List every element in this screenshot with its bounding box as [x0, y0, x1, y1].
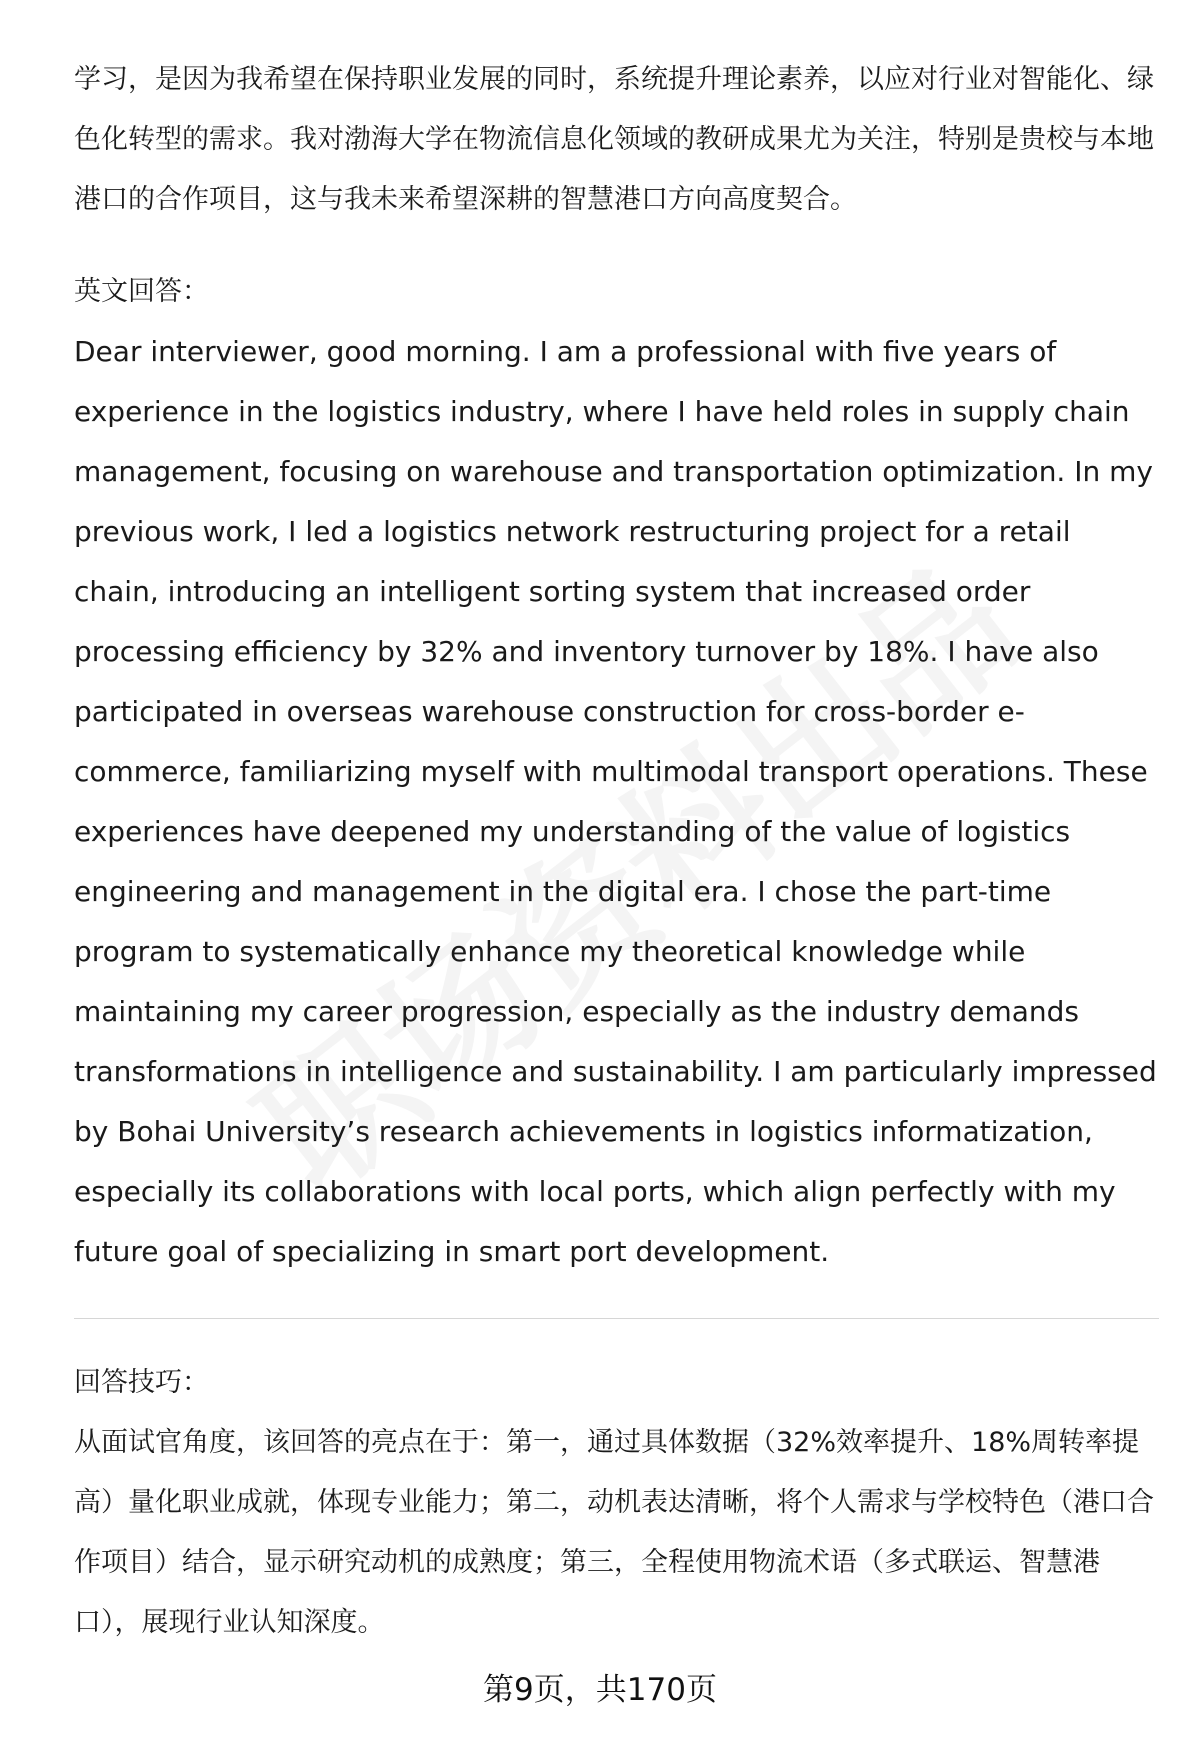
- document-page: [74, 50, 1159, 1653]
- english-answer-label: 英文回答：: [74, 276, 209, 307]
- section-divider: [74, 1318, 1159, 1319]
- tips-label: 回答技巧：: [74, 1367, 209, 1398]
- continuation-paragraph: 学习，是因为我希望在保持职业发展的同时，系统提升理论素养，以应对行业对智能化、绿色化转型的需求。我对渤海大学在物流信息化领域的教研成果尤为关注，特别是贵校与本地港口的合作项目，这与我未来希望深耕的智慧港口方向高度契合。: [74, 64, 1154, 215]
- page-number: 第9页，共170页: [483, 1672, 717, 1708]
- english-answer-text: Dear interviewer, good morning. I am a professional with five years of experience in the logistics industry, where I have held roles in supply chain management, focusing on warehouse and transportation optimization. In my previous work, I led a logistics network restructuring project for a retail chain, introducing an intelligent sorting system that increased order processing efficiency by 32% and inventory turnover by 18%. I have also participated in overseas warehouse construction for cross-border e-commerce, familiarizing myself with multimodal transport operations. These experiences have deepened my understanding of the value of logistics engineering and management in the digital era. I chose the part-time program to systematically enhance my theoretical knowledge while maintaining my career progression, especially as the industry demands transformations in intelligence and sustainability. I am particularly impressed by Bohai University’s research achievements in logistics informatization, especially its collaborations with local ports, which align perfectly with my future goal of specializing in smart port development.: [74, 335, 1157, 1268]
- tips-text: 从面试官角度，该回答的亮点在于：第一，通过具体数据（32%效率提升、18%周转率提高）量化职业成就，体现专业能力；第二，动机表达清晰，将个人需求与学校特色（港口合作项目）结合，显示研究动机的成熟度；第三，全程使用物流术语（多式联运、智慧港口），展现行业认知深度。: [74, 1427, 1154, 1638]
